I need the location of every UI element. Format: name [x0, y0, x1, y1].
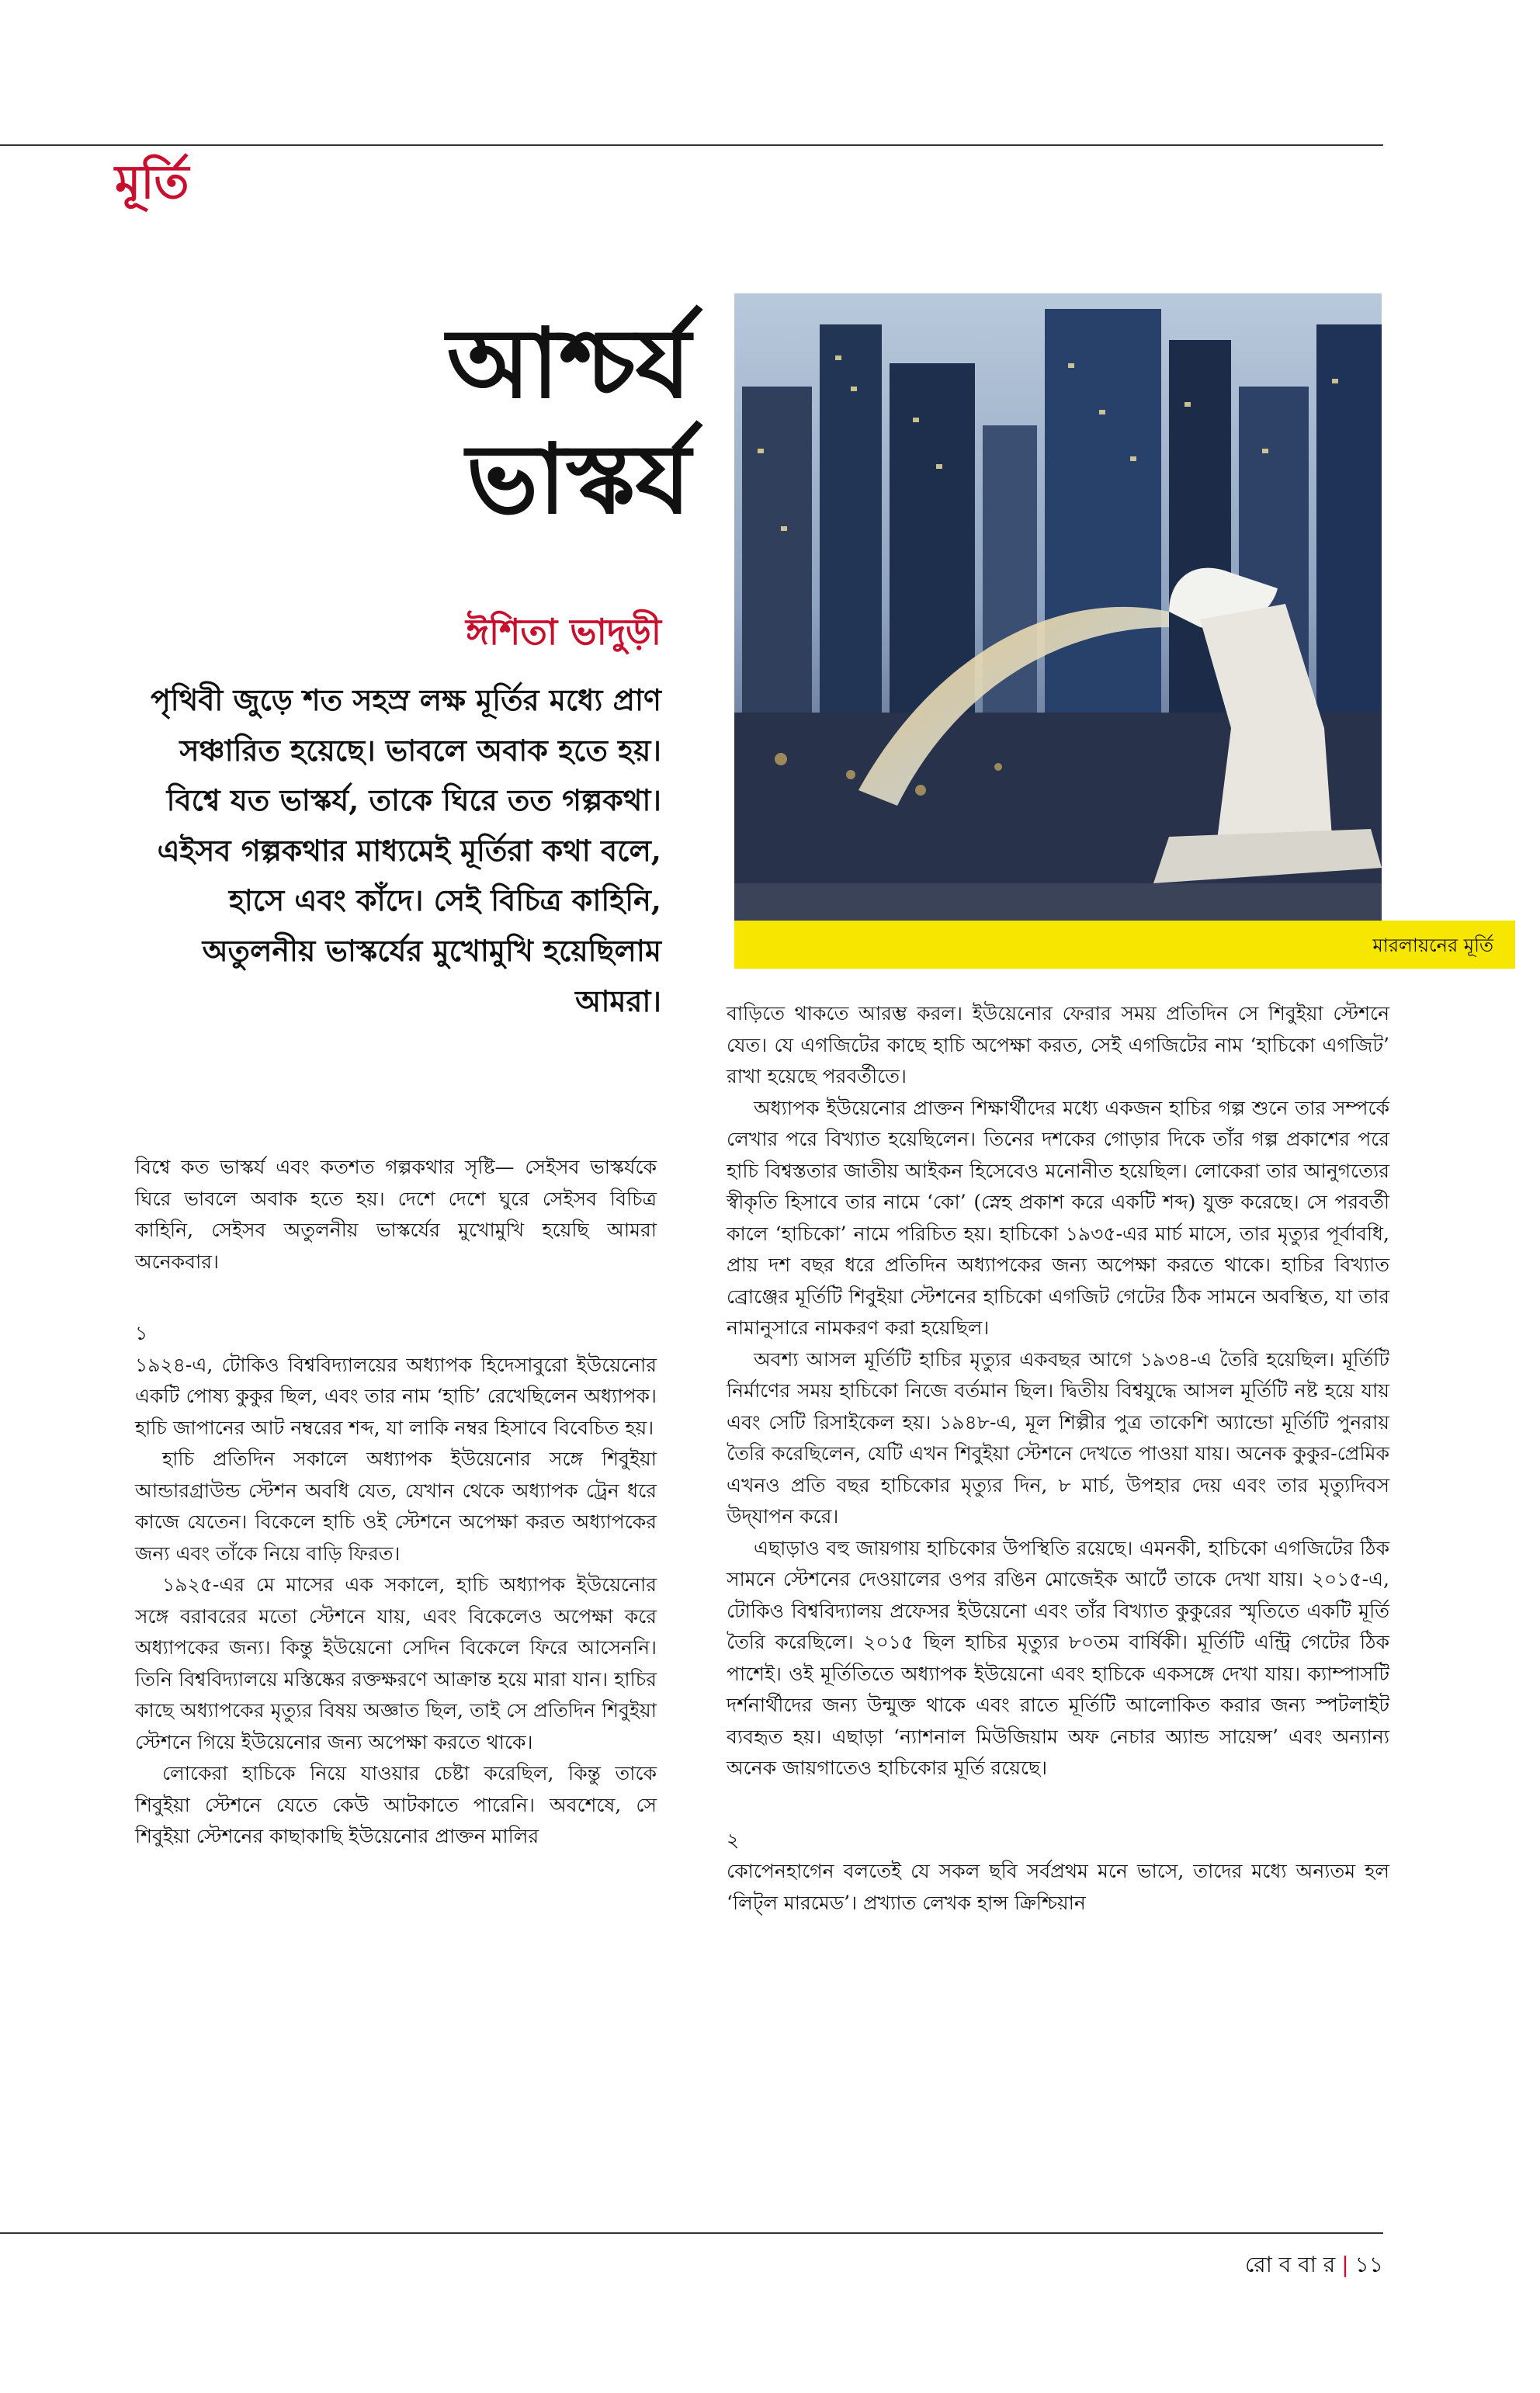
- intro-paragraph: পৃথিবী জুড়ে শত সহস্র লক্ষ মূর্তির মধ্যে প্রাণ সঞ্চারিত হয়েছে। ভাবলে অবাক হতে হয়। বিশ্বে যত ভাস্কর্য, তাকে ঘিরে তত গল্পকথা। এইসব গল্পকথার মাধ্যমেই মূর্তিরা কথা বলে, হাসে এবং কাঁদে। সেই বিচিত্র কাহিনি, অতুলনীয় ভাস্কর্যের মুখোমুখি হয়েছিলাম আমরা।: [150, 682, 661, 1018]
- photo-caption: মারলায়নের মূর্তি: [1372, 935, 1493, 956]
- body-paragraph: ১৯২৪-এ, টোকিও বিশ্ববিদ্যালয়ের অধ্যাপক হিদেসাবুরো ইউয়েনোর একটি পোষ্য কুকুর ছিল, এবং তার নাম ‘হাচি’ রেখেছিলেন অধ্যাপক। হাচি জাপানের আট নম্বরের শব্দ, যা লাকি নম্বর হিসাবে বিবেচিত হয়।: [135, 1353, 657, 1439]
- section-numeral-1: ১: [135, 1322, 148, 1344]
- right-column: [727, 998, 1389, 1919]
- opening-paragraph: বিশ্বে কত ভাস্কর্য এবং কতশত গল্পকথার সৃষ্টি— সেইসব ভাস্কর্যকে ঘিরে ভাবলে অবাক হতে হয়। দেশে দেশে ঘুরে সেইসব বিচিত্র কাহিনি, সেইসব অতুলনীয় ভাস্কর্যের মুখোমুখি হয়েছি আমরা অনেকবার।: [135, 1156, 657, 1273]
- body-paragraph: ১৯২৫-এর মে মাসের এক সকালে, হাচি অধ্যাপক ইউয়েনোর সঙ্গে বরাবরের মতো স্টেশনে যায়, এবং বিকেলেও অপেক্ষা করে অধ্যাপকের জন্য। কিন্তু ইউয়েনো সেদিন বিকেলে ফিরে আসেননি। তিনি বিশ্ববিদ্যালয়ে মস্তিষ্কের রক্তক্ষরণে আক্রান্ত হয়ে মারা যান। হাচির কাছে অধ্যাপকের মৃত্যুর বিষয় অজ্ঞাত ছিল, তাই সে প্রতিদিন শিবুইয়া স্টেশনে গিয়ে ইউয়েনোর জন্য অপেক্ষা করতে থাকে।: [135, 1573, 657, 1753]
- headline-line-2: ভাস্কর্য: [466, 422, 691, 536]
- left-column: [135, 1152, 657, 1853]
- page-footer: [1219, 2248, 1383, 2284]
- page-number: ১১: [1354, 2252, 1383, 2277]
- body-paragraph: অধ্যাপক ইউয়েনোর প্রাক্তন শিক্ষার্থীদের মধ্যে একজন হাচির গল্প শুনে তার সম্পর্কে লেখার পরে বিখ্যাত হয়েছিলেন। তিনের দশকের গোড়ার দিকে তাঁর গল্প প্রকাশের পরে হাচি বিশ্বস্ততার জাতীয় আইকন হিসেবেও মনোনীত হয়েছিল। লোকেরা তার আনুগত্যের স্বীকৃতি হিসাবে তার নামে ‘কো’ (স্নেহ প্রকাশ করে একটি শব্দ) যুক্ত করেছে। সে পরবর্তী কালে ‘হাচিকো’ নামে পরিচিত হয়। হাচিকো ১৯৩৫-এর মার্চ মাসে, তার মৃত্যুর পূর্বাবধি, প্রায় দশ বছর ধরে প্রতিদিন অধ্যাপকের জন্য অপেক্ষা করতে থাকে। হাচির বিখ্যাত ব্রোঞ্জের মূর্তিটি শিবুইয়া স্টেশনের হাচিকো এগজিট গেটের ঠিক সামনে অবস্থিত, যা তার নামানুসারে নামকরণ করা হয়েছিল।: [727, 1096, 1389, 1339]
- author-byline: ঈশিতা ভাদুড়ী: [465, 611, 661, 653]
- merlion-photo: [734, 293, 1382, 921]
- body-paragraph: কোপেনহাগেন বলতেই যে সকল ছবি সর্বপ্রথম মনে ভাসে, তাদের মধ্যে অন্যতম হল ‘লিট্‌ল মারমেড’। প্রখ্যাত লেখক হান্স ক্রিশ্চিয়ান: [727, 1860, 1389, 1914]
- section-numeral-2: ২: [727, 1828, 740, 1851]
- body-paragraph: লোকেরা হাচিকে নিয়ে যাওয়ার চেষ্টা করেছিল, কিন্তু তাকে শিবুইয়া স্টেশনে যেতে কেউ আটকাতে পারেনি। অবশেষে, সে শিবুইয়া স্টেশনের কাছাকাছি ইউয়েনোর প্রাক্তন মালির: [135, 1762, 657, 1847]
- merlion-illustration: [734, 293, 1382, 921]
- magazine-name: রো ব বা র: [1244, 2252, 1336, 2277]
- headline: [310, 307, 691, 538]
- body-paragraph: অবশ্য আসল মূর্তিটি হাচির মৃত্যুর একবছর আগে ১৯৩৪-এ তৈরি হয়েছিল। মূর্তিটি নির্মাণের সময় হাচিকো নিজে বর্তমান ছিল। দ্বিতীয় বিশ্বযুদ্ধে আসল মূর্তিটি নষ্ট হয়ে যায় এবং সেটি রিসাইকেল হয়। ১৯৪৮-এ, মূল শিল্পীর পুত্র তাকেশি অ্যান্ডো মূর্তিটি পুনরায় তৈরি করেছিলেন, যেটি এখন শিবুইয়া স্টেশনে দেখতে পাওয়া যায়। অনেক কুকুর-প্রেমিক এখনও প্রতি বছর হাচিকোর মৃত্যুর দিন, ৮ মার্চ, উপহার দেয় এবং তার মৃত্যুদিবস উদ্‌যাপন করে।: [727, 1347, 1389, 1528]
- photo-caption-bar: [734, 921, 1515, 969]
- headline-line-1: আশ্চর্য: [446, 307, 691, 420]
- body-paragraph: বাড়িতে থাকতে আরম্ভ করল। ইউয়েনোর ফেরার সময় প্রতিদিন সে শিবুইয়া স্টেশনে যেত। যে এগজিটের কাছে হাচি অপেক্ষা করত, সেই এগজিটের নাম ‘হাচিকো এগজিট’ রাখা হয়েছে পরবর্তীতে।: [727, 1002, 1389, 1087]
- top-rule: [0, 144, 1383, 146]
- footer-separator: |: [1341, 2252, 1349, 2277]
- body-paragraph: এছাড়াও বহু জায়গায় হাচিকোর উপস্থিতি রয়েছে। এমনকী, হাচিকো এগজিটের ঠিক সামনে স্টেশনের দেওয়ালের ওপর রঙিন মোজেইক আর্টে তাকে দেখা যায়। ২০১৫-এ, টোকিও বিশ্ববিদ্যালয় প্রফেসর ইউয়েনো এবং তাঁর বিখ্যাত কুকুরের স্মৃতিতে একটি মূর্তি তৈরি করেছিলে। ২০১৫ ছিল হাচির মৃত্যুর ৮০তম বার্ষিকী। মূর্তিটি এন্ট্রি গেটের ঠিক পাশেই। ওই মূর্তিতিতে অধ্যাপক ইউয়েনো এবং হাচিকে একসঙ্গে দেখা যায়। ক্যাম্পাসটি দর্শনার্থীদের জন্য উন্মুক্ত থাকে এবং রাতে মূর্তিটি আলোকিত করার জন্য স্পটলাইট ব্যবহৃত হয়। এছাড়া ‘ন্যাশনাল মিউজিয়াম অফ নেচার অ্যান্ড সায়েন্স’ এবং অন্যান্য অনেক জায়গাতেও হাচিকোর মূর্তি রয়েছে।: [727, 1536, 1389, 1779]
- section-label: মূর্তি: [115, 155, 189, 210]
- body-paragraph: হাচি প্রতিদিন সকালে অধ্যাপক ইউয়েনোর সঙ্গে শিবুইয়া আন্ডারগ্রাউন্ড স্টেশন অবধি যেত, যেখান থেকে অধ্যাপক ট্রেন ধরে কাজে যেতেন। বিকেলে হাচি ওই স্টেশনে অপেক্ষা করত অধ্যাপকের জন্য এবং তাঁকে নিয়ে বাড়ি ফিরত।: [135, 1448, 657, 1565]
- bottom-rule: [0, 2232, 1383, 2234]
